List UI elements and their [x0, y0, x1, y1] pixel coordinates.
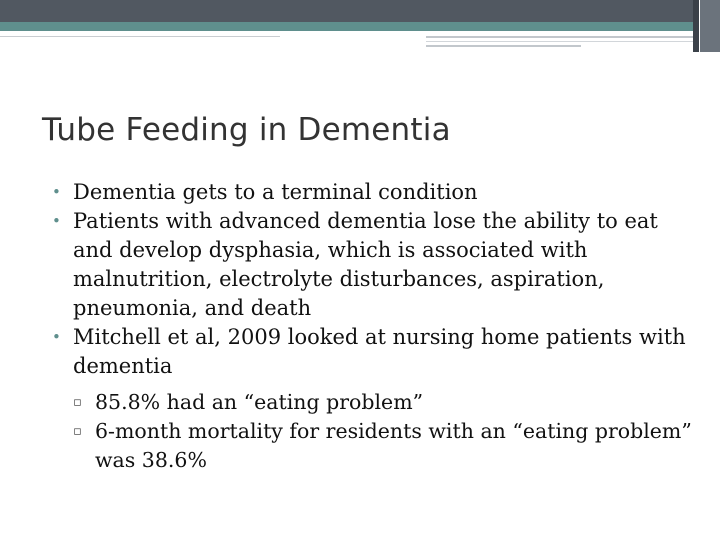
bullet-text: Patients with advanced dementia lose the ability to eat and develop dysphasia, which is associated with malnutrition, electrolyte disturbances, aspiration, pneumonia, and death	[73, 209, 658, 320]
decorative-rule	[426, 36, 694, 38]
bullet-item	[52, 207, 692, 323]
sub-bullet-list	[73, 388, 692, 475]
bullet-text: Mitchell et al, 2009 looked at nursing home patients with dementia	[73, 325, 686, 378]
bullet-marker: •	[52, 328, 61, 346]
bullet-marker: •	[52, 212, 61, 230]
decorative-rule	[426, 45, 581, 47]
sub-bullet-item	[73, 388, 692, 417]
sub-bullet-item	[73, 417, 692, 475]
bullet-item	[52, 178, 692, 207]
sub-bullet-marker: ▫	[73, 395, 82, 410]
bullet-text: Dementia gets to a terminal condition	[73, 180, 478, 204]
accent-stripe	[0, 22, 720, 31]
decorative-rule	[426, 41, 694, 42]
corner-block	[700, 0, 720, 52]
slide-body	[52, 178, 692, 475]
decorative-rule	[0, 36, 280, 37]
header-bar	[0, 0, 720, 22]
bullet-item	[52, 323, 692, 381]
sub-bullet-text: 6-month mortality for residents with an “eating problem” was 38.6%	[95, 419, 692, 472]
slide-title: Tube Feeding in Dementia	[42, 112, 451, 148]
sub-bullet-text: 85.8% had an “eating problem”	[95, 390, 424, 414]
sub-bullet-marker: ▫	[73, 424, 82, 439]
bullet-marker: •	[52, 183, 61, 201]
